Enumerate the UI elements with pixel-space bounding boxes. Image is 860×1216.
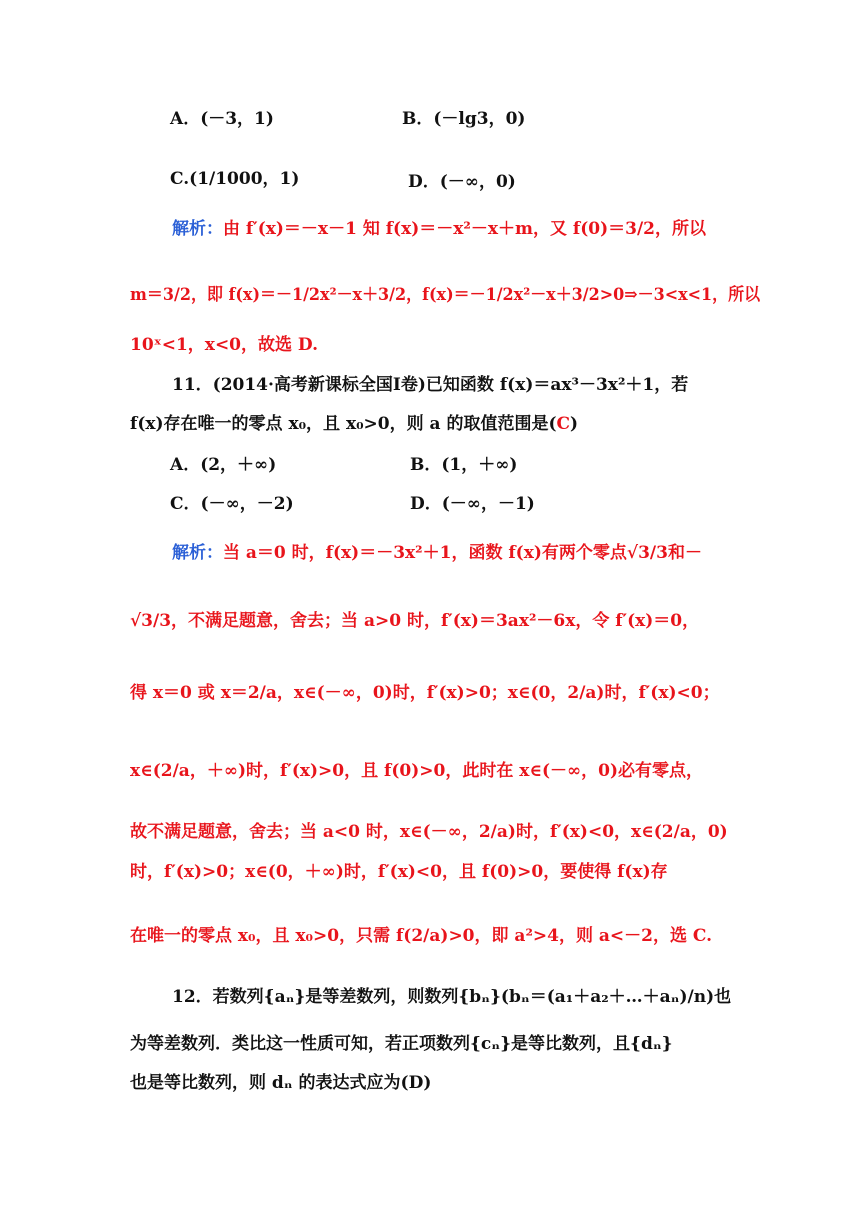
sol10-line1 <box>172 218 706 240</box>
q11-stem-text: f(x)存在唯一的零点 x₀，且 x₀>0，则 a 的取值范围是( <box>130 414 557 434</box>
q11-option-d: D．(－∞，－1) <box>410 494 535 514</box>
q11-stem-line1: 11．(2014·高考新课标全国Ⅰ卷)已知函数 f(x)＝ax³－3x²＋1，若 <box>172 375 689 395</box>
q10-option-c: C.(1/1000，1) <box>170 169 300 189</box>
sol10-text1: 由 f′(x)＝－x－1 知 f(x)＝－x²－x＋m，又 f(0)＝3/2，所以 <box>223 219 706 239</box>
q12-line2: 为等差数列．类比这一性质可知，若正项数列{cₙ}是等比数列，且{dₙ} <box>130 1034 673 1054</box>
q11-answer: C <box>556 414 571 434</box>
sol11-line3: 得 x＝0 或 x＝2/a，x∈(－∞，0)时，f′(x)>0；x∈(0，2/a)时，f′(x)<0； <box>130 683 720 703</box>
q11-stem-close: ) <box>570 414 579 434</box>
sol11-label: 解析： <box>172 543 223 563</box>
sol11-line2: √3/3，不满足题意，舍去；当 a>0 时，f′(x)＝3ax²－6x，令 f′(x)＝0， <box>130 611 700 631</box>
q11-stem-line2 <box>130 413 578 435</box>
sol11-line4: x∈(2/a，＋∞)时，f′(x)>0，且 f(0)>0，此时在 x∈(－∞，0)必有零点， <box>130 761 704 781</box>
sol10-line2: m＝3/2，即 f(x)＝－1/2x²－x＋3/2，f(x)＝－1/2x²－x＋3/2>0⇒－3<x<1，所以 <box>130 285 761 305</box>
q10-option-b: B．(－lg3，0) <box>402 109 526 129</box>
q10-option-a: A．(－3，1) <box>170 109 274 129</box>
sol10-label: 解析： <box>172 219 223 239</box>
sol11-line6: 时，f′(x)>0；x∈(0，＋∞)时，f′(x)<0，且 f(0)>0，要使得 f(x)存 <box>130 862 668 882</box>
sol11-line1 <box>172 542 702 564</box>
q11-option-c: C．(－∞，－2) <box>170 494 294 514</box>
sol11-line5: 故不满足题意，舍去；当 a<0 时，x∈(－∞，2/a)时，f′(x)<0，x∈(2/a，0) <box>130 822 728 842</box>
q11-option-b: B．(1，＋∞) <box>410 455 518 475</box>
sol10-line3: 10ˣ<1，x<0，故选 D. <box>130 335 318 355</box>
q11-option-a: A．(2，＋∞) <box>170 455 277 475</box>
q12-line1: 12．若数列{aₙ}是等差数列，则数列{bₙ}(bₙ＝(a₁＋a₂＋…＋aₙ)/n)也 <box>172 987 732 1007</box>
q12-line3: 也是等比数列，则 dₙ 的表达式应为(D) <box>130 1073 432 1093</box>
sol11-line7: 在唯一的零点 x₀，且 x₀>0，只需 f(2/a)>0，即 a²>4，则 a<－2，选 C. <box>130 926 713 946</box>
q10-option-d: D．(－∞，0) <box>408 172 516 192</box>
sol11-text1: 当 a＝0 时，f(x)＝－3x²＋1，函数 f(x)有两个零点√3/3和－ <box>223 543 702 563</box>
